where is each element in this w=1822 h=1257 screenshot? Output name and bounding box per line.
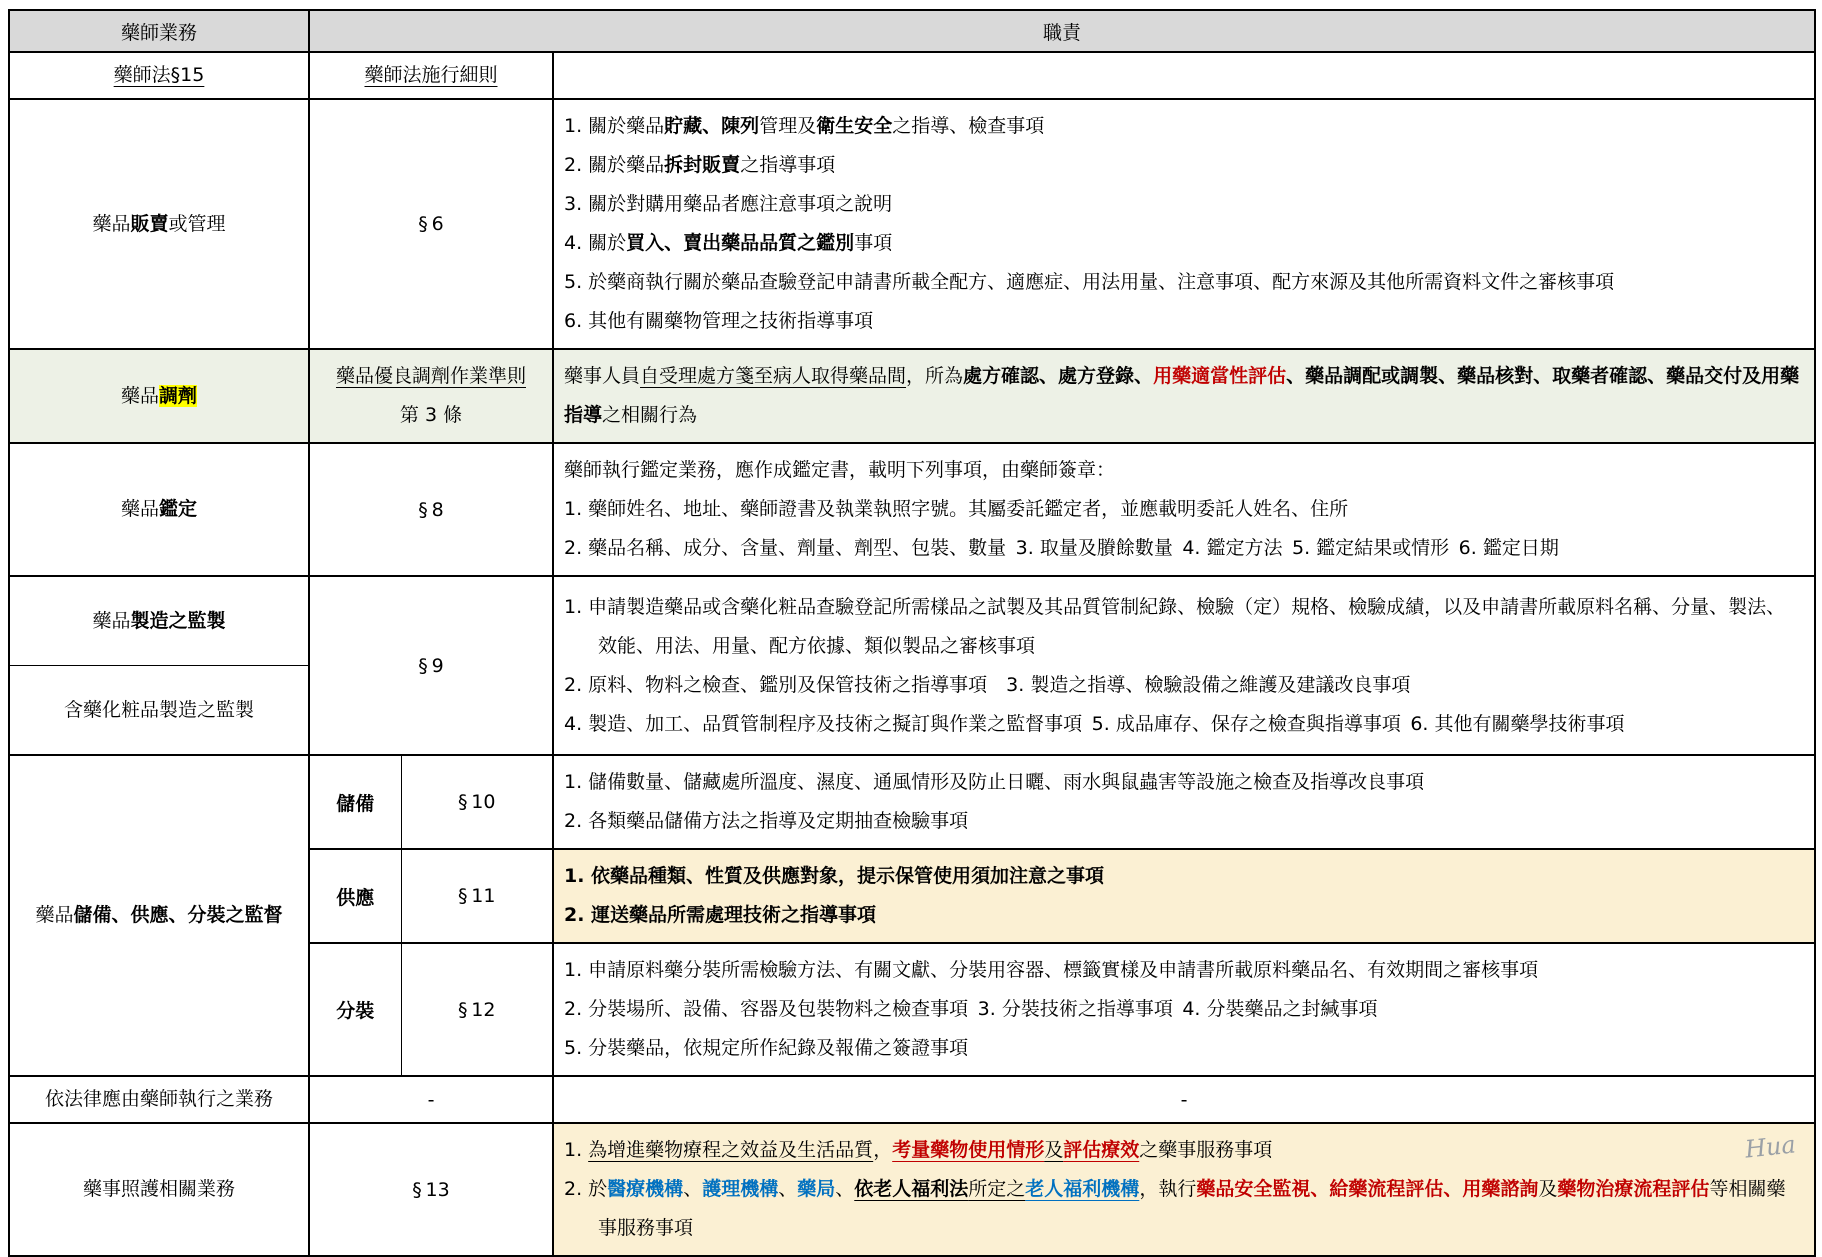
text-segment: 等相關藥事服務事項 <box>598 1178 1786 1239</box>
text-segment: 2. 各類藥品儲備方法之指導及定期抽查檢驗事項 <box>564 810 969 832</box>
text-segment: ，所為 <box>906 365 964 387</box>
cell-storage-section: § 10 <box>401 755 553 849</box>
text-segment: 衛生安全 <box>816 115 893 137</box>
row-sale <box>9 99 1815 349</box>
text-segment: 藥局 <box>797 1178 836 1200</box>
text-segment: 藥品 <box>92 212 131 235</box>
text-segment: 2. 於 <box>564 1178 608 1200</box>
text-segment: 為增進藥物療程之效益及生活品質 <box>588 1139 874 1161</box>
text-segment: 之藥事服務事項 <box>1139 1139 1273 1161</box>
text-line <box>564 357 1804 435</box>
text-line <box>564 588 1804 666</box>
text-segment: 2. 藥品名稱、成分、含量、劑量、劑型、包裝、數量 3. 取量及賸餘數量 4. 鑑定方法 5. 鑑定結果或情形 6. 鑑定日期 <box>564 537 1559 559</box>
text-line <box>564 490 1804 529</box>
text-segment: 所定之 <box>968 1178 1026 1200</box>
cell-dispense-section <box>309 349 553 443</box>
text-segment: ， <box>873 1139 893 1161</box>
text-line <box>16 205 302 244</box>
text-segment: ，執行 <box>1139 1178 1197 1200</box>
cell-manufacture-drug-title <box>9 576 309 666</box>
text-segment: 藥品 <box>92 609 131 632</box>
text-segment: 4. 關於 <box>564 232 627 254</box>
text-line <box>316 357 546 396</box>
text-segment: 考量藥物使用情形 <box>892 1139 1045 1161</box>
text-line <box>16 602 302 641</box>
text-segment: 拆封販賣 <box>664 154 741 176</box>
text-line <box>16 1170 302 1209</box>
text-segment: 含藥化粧品製造之監製 <box>63 698 254 721</box>
text-segment: 鑑定 <box>159 498 198 520</box>
text-segment: 4. 製造、加工、品質管制程序及技術之擬訂與作業之監督事項 5. 成品庫存、保存之檢查與指導事項 6. 其他有關藥學技術事項 <box>564 712 1625 735</box>
text-segment: 管理及 <box>759 115 817 137</box>
cell-care-title <box>9 1123 309 1256</box>
cell-dispense-content <box>553 349 1815 443</box>
cell-legal-section: - <box>309 1076 553 1123</box>
cell-care-section: § 13 <box>309 1123 553 1256</box>
text-segment: 藥師執行鑑定業務，應作成鑑定書，載明下列事項，由藥師簽章： <box>564 459 1116 481</box>
row-appraisal <box>9 443 1815 576</box>
cell-packaging-content <box>553 943 1815 1076</box>
text-line <box>564 529 1804 568</box>
text-segment: 、 <box>1443 1178 1463 1200</box>
cell-manufacture-cosmetic-title <box>9 666 309 756</box>
cell-pharmacist-act <box>9 52 309 99</box>
text-line <box>16 56 302 95</box>
text-segment: 處方確認、處方登錄、 <box>963 365 1154 387</box>
cell-dispense-title <box>9 349 309 443</box>
header-row <box>9 10 1815 52</box>
text-segment: 事項 <box>854 232 893 254</box>
text-segment: 5. 於藥商執行關於藥品查驗登記申請書所載全配方、適應症、用法用量、注意事項、配方來源及其他所需資料文件之審核事項 <box>564 271 1615 293</box>
cell-supervision-title <box>9 755 309 1076</box>
text-line <box>16 377 302 416</box>
cell-packaging-section: § 12 <box>401 943 553 1076</box>
text-line <box>564 1029 1804 1068</box>
cell-storage-label: 儲備 <box>309 755 401 849</box>
text-segment: 藥事照護相關業務 <box>82 1178 235 1200</box>
text-segment: 藥品 <box>120 498 159 520</box>
text-segment: 依老人福利法 <box>854 1178 969 1200</box>
text-segment: 1. 儲備數量、儲藏處所溫度、濕度、通風情形及防止日曬、雨水與鼠蟲害等設施之檢查及指導改良事項 <box>564 771 1425 793</box>
cell-legal-content: - <box>553 1076 1815 1123</box>
text-segment: 1. <box>564 1139 589 1161</box>
text-segment: 及 <box>1044 1139 1064 1161</box>
text-segment: 買入、賣出藥品品質之鑑別 <box>626 232 855 254</box>
page <box>0 9 1822 1239</box>
cell-sale-content <box>553 99 1815 349</box>
text-segment: 醫療機構 <box>607 1178 684 1200</box>
text-segment: 製造之監製 <box>130 609 226 632</box>
text-segment: 1. 藥師姓名、地址、藥師證書及執業執照字號。其屬委託鑑定者，並應載明委託人姓名、住所 <box>564 498 1349 520</box>
text-line <box>564 951 1804 990</box>
cell-supply-content <box>553 849 1815 943</box>
text-segment: 藥品 <box>35 904 74 926</box>
cell-enforcement-rules <box>309 52 553 99</box>
text-line <box>316 396 546 435</box>
text-line <box>564 146 1804 185</box>
text-segment: 藥事人員 <box>564 365 641 387</box>
text-segment: 或管理 <box>168 212 226 235</box>
text-segment: 貯藏、陳列 <box>664 115 760 137</box>
text-line <box>16 490 302 529</box>
text-segment: 第 3 條 <box>399 404 463 426</box>
text-segment: 藥品優良調劑作業準則 <box>335 365 526 387</box>
text-line <box>564 763 1804 802</box>
text-segment: 5. 分裝藥品，依規定所作紀錄及報備之簽證事項 <box>564 1037 969 1059</box>
text-line <box>564 857 1804 896</box>
text-segment: 販賣 <box>130 212 169 235</box>
text-segment: 用藥適當性評估 <box>1153 365 1287 387</box>
text-segment: 1. 依藥品種類、性質及供應對象，提示保管使用須加注意之事項 <box>564 865 1105 887</box>
cell-appraisal-section: § 8 <box>309 443 553 576</box>
text-segment: 用藥諮詢 <box>1462 1178 1539 1200</box>
text-segment: 3. 關於對購用藥品者應注意事項之說明 <box>564 193 893 215</box>
text-segment: 護理機構 <box>702 1178 779 1200</box>
text-segment: 6. 其他有關藥物管理之技術指導事項 <box>564 310 874 332</box>
text-segment: 2. 分裝場所、設備、容器及包裝物料之檢查事項 3. 分裝技術之指導事項 4. 分裝藥品之封緘事項 <box>564 998 1378 1020</box>
text-segment: 2. 運送藥品所需處理技術之指導事項 <box>564 904 877 926</box>
text-line <box>564 896 1804 935</box>
text-segment: 儲備、供應、分裝之監督 <box>73 904 283 926</box>
text-segment: 調劑 <box>159 384 198 407</box>
text-segment: 及 <box>1538 1178 1558 1200</box>
cell-care-content <box>553 1123 1815 1256</box>
text-line <box>564 185 1804 224</box>
text-segment: 、 <box>835 1178 855 1200</box>
cell-supply-section: § 11 <box>401 849 553 943</box>
row-manufacture-drug <box>9 576 1815 666</box>
text-segment: 2. 原料、物料之檢查、鑑別及保管技術之指導事項 3. 製造之指導、檢驗設備之維護及建議改良事項 <box>564 673 1411 696</box>
text-segment: 1. 關於藥品 <box>564 115 665 137</box>
cell-appraisal-content <box>553 443 1815 576</box>
text-segment: 藥品安全監視 <box>1196 1178 1311 1200</box>
cell-manufacture-section: § 9 <box>309 576 553 755</box>
text-segment: 藥師法施行細則 <box>364 64 498 86</box>
text-segment: 依法律應由藥師執行之業務 <box>44 1088 273 1110</box>
cell-legal-title <box>9 1076 309 1123</box>
cell-law-empty <box>553 52 1815 99</box>
watermark-signature: Hua <box>1743 1130 1798 1164</box>
cell-packaging-label: 分裝 <box>309 943 401 1076</box>
cell-supply-label: 供應 <box>309 849 401 943</box>
pharmacist-duties-table <box>8 9 1816 1257</box>
row-storage <box>9 755 1815 849</box>
text-line <box>564 705 1804 744</box>
text-segment: 藥品 <box>120 384 159 407</box>
text-line <box>564 451 1804 490</box>
text-segment: 、 <box>683 1178 703 1200</box>
text-line <box>564 990 1804 1029</box>
text-segment: 之指導事項 <box>740 154 836 176</box>
cell-appraisal-title <box>9 443 309 576</box>
text-segment: 、 <box>778 1178 798 1200</box>
text-segment: 評估療效 <box>1063 1139 1140 1161</box>
text-segment: 之指導、檢查事項 <box>892 115 1045 137</box>
text-segment: 之相關行為 <box>602 404 698 426</box>
cell-manufacture-content <box>553 576 1815 755</box>
text-segment: 、 <box>1286 365 1306 387</box>
law-reference-row <box>9 52 1815 99</box>
header-business: 藥師業務 <box>9 10 309 52</box>
text-segment: 老人福利機構 <box>1025 1178 1140 1200</box>
text-line <box>564 263 1804 302</box>
header-duty: 職責 <box>309 10 1815 52</box>
text-line <box>16 896 302 935</box>
text-line <box>564 107 1804 146</box>
text-line <box>564 1131 1804 1170</box>
text-segment: 藥品調配或調製、藥品核對、取藥者確認、藥品交付及用藥指導 <box>564 365 1800 426</box>
text-segment: 、 <box>1310 1178 1330 1200</box>
text-line <box>564 302 1804 341</box>
text-segment: 2. 關於藥品 <box>564 154 665 176</box>
row-care <box>9 1123 1815 1256</box>
text-segment: 1. 申請原料藥分裝所需檢驗方法、有關文獻、分裝用容器、標籤實樣及申請書所載原料藥品名、有效期間之審核事項 <box>564 959 1539 981</box>
row-dispense <box>9 349 1815 443</box>
text-segment: 1. 申請製造藥品或含藥化粧品查驗登記所需樣品之試製及其品質管制紀錄、檢驗（定）規格、檢驗成績，以及申請書所載原料名稱、分量、製法、效能、用法、用量、配方依據、類似製品之審核事項 <box>564 595 1786 657</box>
cell-sale-title <box>9 99 309 349</box>
text-segment: 藥師法§15 <box>113 64 205 86</box>
cell-storage-content <box>553 755 1815 849</box>
text-line <box>564 666 1804 705</box>
text-segment: 給藥流程評估 <box>1329 1178 1444 1200</box>
text-line <box>564 802 1804 841</box>
row-legal <box>9 1076 1815 1123</box>
text-line <box>16 691 302 730</box>
text-line <box>316 56 546 95</box>
text-line <box>16 1080 302 1119</box>
text-line <box>564 224 1804 263</box>
text-segment: 藥物治療流程評估 <box>1557 1178 1710 1200</box>
text-segment: 自受理處方箋至病人取得藥品間 <box>640 365 907 387</box>
cell-sale-section: § 6 <box>309 99 553 349</box>
text-line <box>564 1170 1804 1248</box>
